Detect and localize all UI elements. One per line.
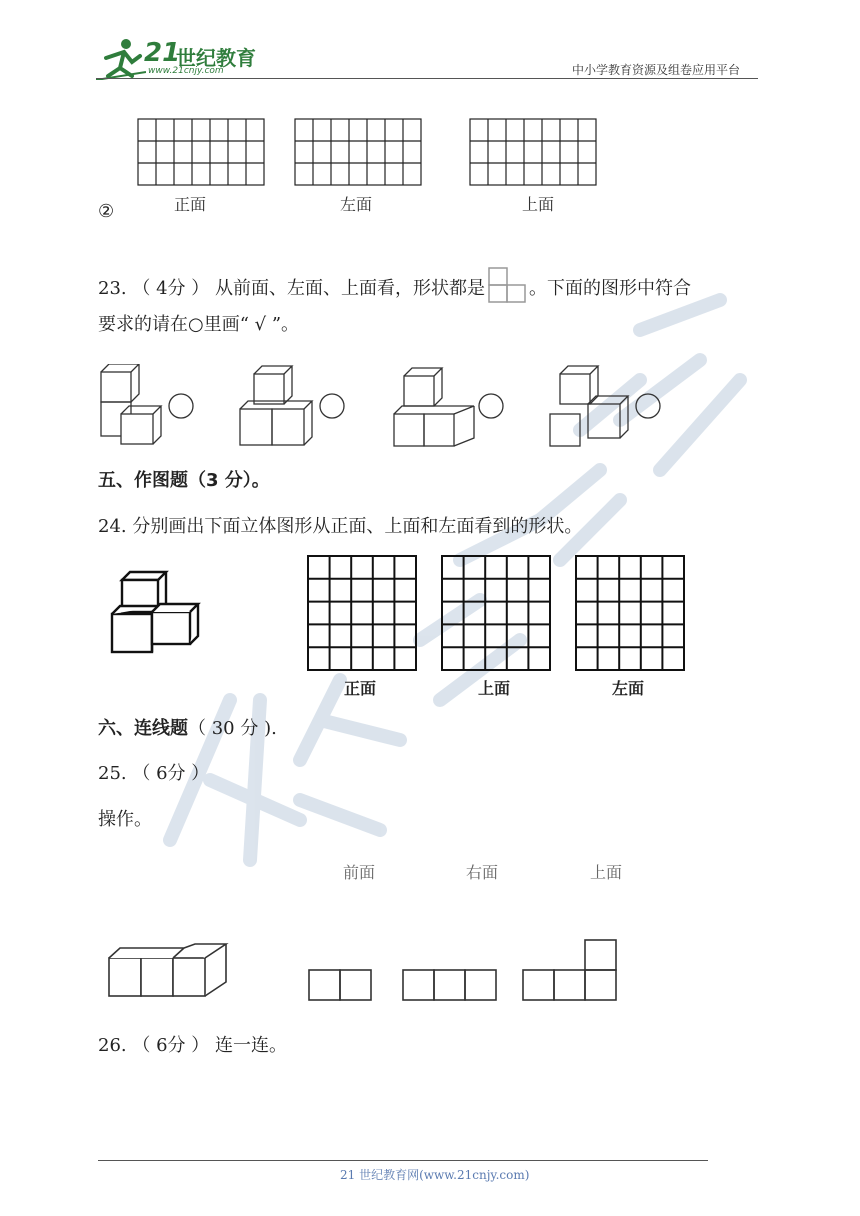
- q22-caption-front: 正面: [174, 195, 207, 214]
- l-shape-icon: [487, 266, 527, 302]
- q22-grids: [136, 117, 616, 187]
- cube-option-2: [240, 366, 344, 445]
- q25-num: 25. （ 6分 ）: [98, 763, 210, 784]
- cube-option-3: [394, 368, 503, 446]
- grid-top-view: [442, 556, 550, 670]
- q24-caption-top: 上面: [478, 679, 511, 698]
- section5-title: 五、作图题（3 分）。: [98, 470, 270, 491]
- q24-grids: [306, 554, 686, 672]
- section6-title: [98, 717, 277, 741]
- q25-label-right: 右面: [466, 863, 499, 882]
- view-shape-b: [403, 970, 496, 1000]
- q24-caption-left: 左面: [612, 679, 645, 698]
- section6-title-bold: 六、连线题: [98, 718, 188, 739]
- q22-marker: ②: [98, 201, 115, 222]
- runner-icon: [96, 36, 146, 80]
- q23-line2: 要求的请在○里画“ √ ”。: [98, 314, 300, 335]
- grid-front-view: [308, 556, 416, 670]
- footer-text: 21 世纪教育网(www.21cnjy.com): [340, 1168, 530, 1182]
- view-shape-c: [523, 940, 616, 1000]
- logo-number: 21: [144, 38, 181, 68]
- q26-text: 26. （ 6分 ） 连一连。: [98, 1035, 287, 1056]
- logo-text: 世纪教育: [176, 46, 256, 70]
- q23-line1-b: 。下面的图形中符合: [528, 278, 691, 299]
- grid-left-view: [576, 556, 684, 670]
- q23-options: [98, 364, 698, 450]
- cube-option-1: [101, 364, 193, 444]
- grid-top: [470, 119, 596, 185]
- view-shape-a: [309, 970, 371, 1000]
- logo-url: www.21cnjy.com: [148, 66, 224, 76]
- footer-rule: [98, 1160, 708, 1161]
- q25-label-top: 上面: [590, 863, 623, 882]
- q22-caption-left: 左面: [340, 195, 373, 214]
- header-platform-text: 中小学教育资源及组卷应用平台: [572, 63, 741, 77]
- grid-front: [138, 119, 264, 185]
- q24-caption-front: 正面: [344, 679, 377, 698]
- q22-caption-top: 上面: [522, 195, 555, 214]
- q23-line1-a: 23. （ 4分 ） 从前面、左面、上面看，形状都是: [98, 278, 485, 299]
- q25-solid: [106, 940, 236, 1004]
- q24-text: 24. 分别画出下面立体图形从正面、上面和左面看到的形状。: [98, 516, 583, 537]
- header-rule: [96, 78, 758, 79]
- q25-views: [306, 936, 626, 1008]
- header-logo: [96, 36, 266, 80]
- cube-option-4: [550, 366, 660, 446]
- q23-line1: [98, 266, 691, 302]
- q25-label-front: 前面: [343, 863, 376, 882]
- q24-solid: [108, 570, 208, 660]
- q25-text: 操作。: [98, 809, 152, 830]
- grid-left: [295, 119, 421, 185]
- section6-title-rest: （ 30 分 ).: [188, 718, 277, 739]
